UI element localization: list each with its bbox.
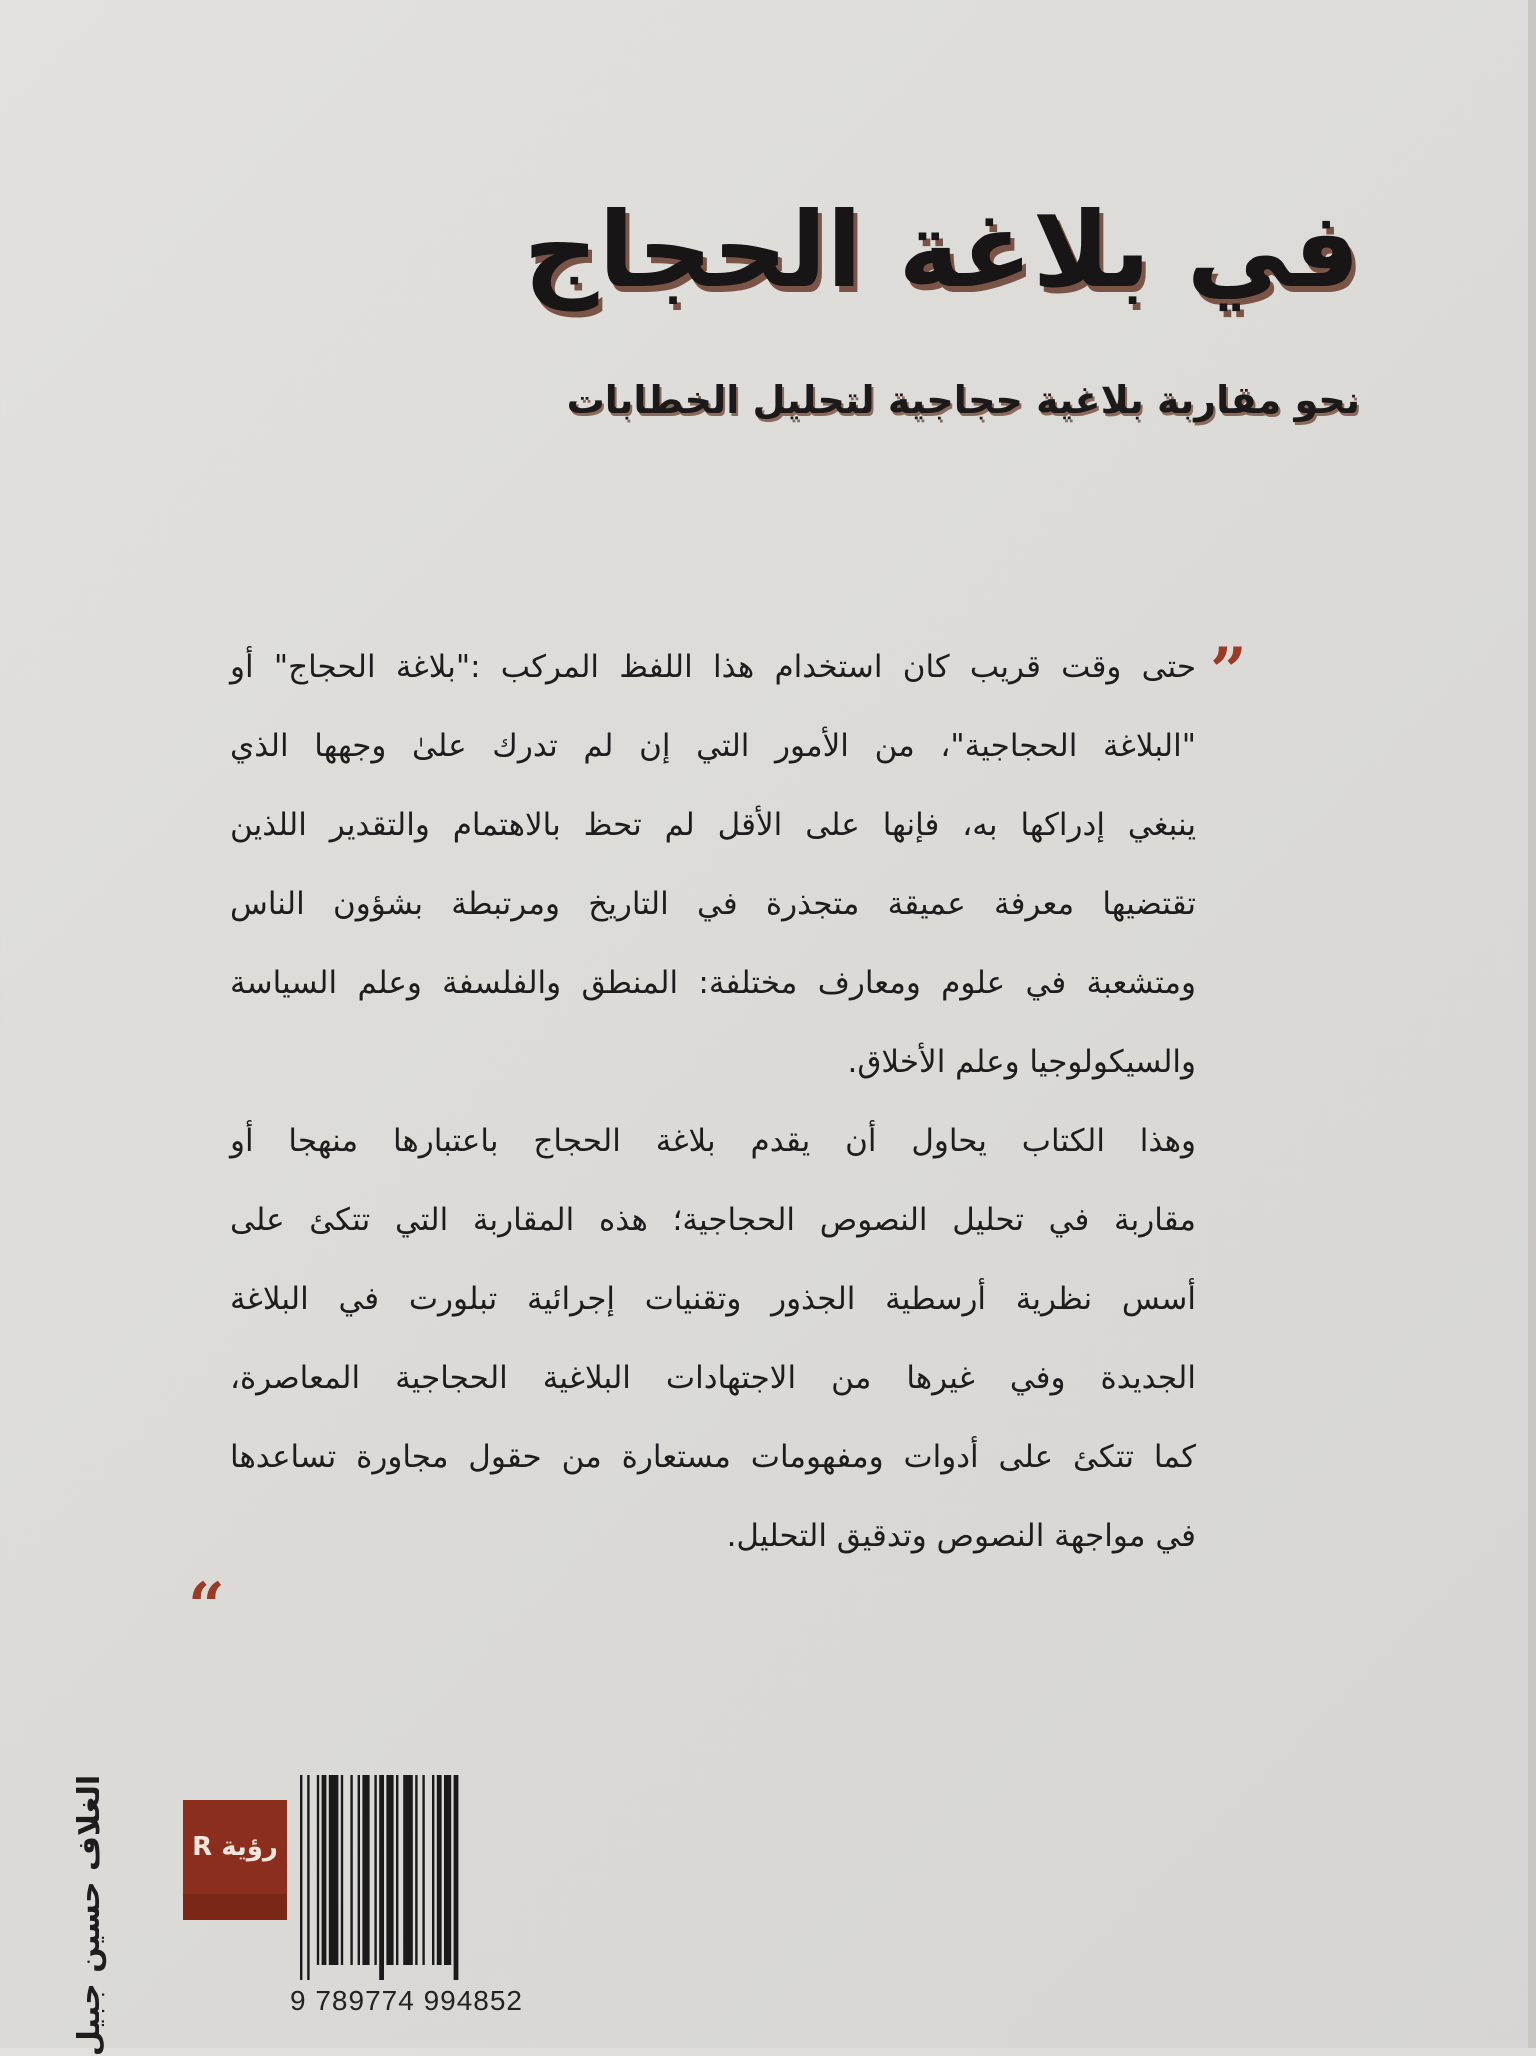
blurb (230, 628, 1196, 1576)
blurb-line: أسس نظرية أرسطية الجذور وتقنيات إجرائية تبلورت في البلاغة (230, 1281, 1196, 1317)
barcode-bar (362, 1775, 369, 1965)
publisher-logo (183, 1800, 287, 1920)
blurb-line: تقتضيها معرفة عميقة متجذرة في التاريخ ومرتبطة بشؤون الناس (230, 886, 1196, 922)
book-title: في بلاغة الحجاج (523, 189, 1360, 311)
barcode-bar (341, 1775, 343, 1965)
barcode-bar (422, 1775, 424, 1965)
opening-quote-mark: ” (1210, 634, 1247, 709)
cover-credit (60, 1774, 120, 2056)
barcode-bar (350, 1775, 352, 1965)
blurb-line: في مواجهة النصوص وتدقيق التحليل. (726, 1518, 1196, 1554)
barcode-bar (432, 1775, 434, 1965)
closing-quote-mark: “ (188, 1569, 225, 1644)
barcode-bar (403, 1775, 413, 1965)
barcode-bar (322, 1775, 327, 1965)
isbn-number: 9 789774 994852 (290, 1985, 523, 2016)
barcode-bar (444, 1775, 451, 1965)
publisher-logo-text: رؤية R (192, 1832, 278, 1862)
barcode-bar (379, 1775, 384, 1980)
barcode-bar (300, 1775, 302, 1980)
book-subtitle: نحو مقاربة بلاغية حجاجية لتحليل الخطابات (566, 378, 1360, 422)
barcode-bar (317, 1775, 319, 1965)
blurb-line: مقاربة في تحليل النصوص الحجاجية؛ هذه المقاربة التي تتكئ على (230, 1202, 1196, 1238)
barcode-bar (415, 1775, 417, 1965)
barcode-bar (307, 1775, 309, 1980)
blurb-line: والسيكولوجيا وعلم الأخلاق. (847, 1044, 1196, 1080)
blurb-line: حتى وقت قريب كان استخدام هذا اللفظ المركب :"بلاغة الحجاج" أو (230, 649, 1196, 685)
cover-credit-text: الغلاف حسين جبيل (72, 1774, 108, 2056)
barcode-bar (437, 1775, 442, 1965)
barcode-bar (329, 1775, 339, 1965)
blurb-line: وهذا الكتاب يحاول أن يقدم بلاغة الحجاج باعتبارها منهجا أو (230, 1123, 1196, 1159)
barcode-bar (374, 1775, 376, 1965)
blurb-line: ومتشعبة في علوم ومعارف مختلفة: المنطق والفلسفة وعلم السياسة (230, 965, 1196, 1001)
blurb-line: ينبغي إدراكها به، فإنها على الأقل لم تحظ بالاهتمام والتقدير اللذين (230, 807, 1196, 843)
blurb-line: كما تتكئ على أدوات ومفهومات مستعارة من حقول مجاورة تساعدها (230, 1439, 1196, 1475)
blurb-line: "البلاغة الحجاجية"، من الأمور التي إن لم تدرك علىٰ وجهها الذي (230, 728, 1196, 764)
barcode-bar (386, 1775, 393, 1965)
barcode-bar (454, 1775, 459, 1980)
barcode (300, 1775, 505, 1980)
book-edge (1528, 0, 1536, 2048)
blurb-line: الجديدة وفي غيرها من الاجتهادات البلاغية الحجاجية المعاصرة، (230, 1360, 1196, 1396)
barcode-bar (358, 1775, 360, 1965)
barcode-bar (396, 1775, 398, 1965)
